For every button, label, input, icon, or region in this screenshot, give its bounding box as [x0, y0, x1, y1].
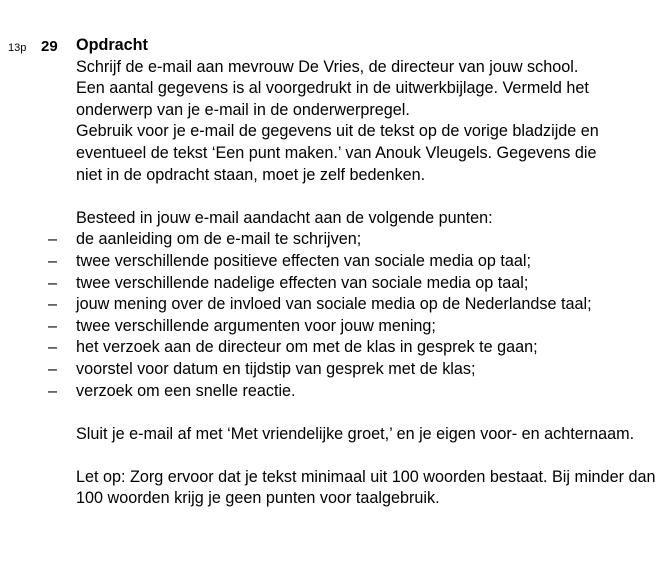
list-item-text: het verzoek aan de directeur om met de klas in gesprek te gaan; — [76, 338, 538, 357]
list-item-text: voorstel voor datum en tijdstip van gesprek met de klas; — [76, 359, 476, 378]
list-item — [48, 273, 668, 295]
list-item — [48, 337, 668, 359]
points-label: 13p — [8, 42, 27, 54]
dash-icon: – — [48, 230, 58, 249]
list-item — [48, 316, 668, 338]
question-title: Opdracht — [76, 36, 148, 54]
attention-heading: Besteed in jouw e-mail aandacht aan de volgende punten: — [76, 208, 493, 227]
question-number: 29 — [41, 38, 58, 55]
list-item — [48, 294, 668, 316]
word-count-note: Let op: Zorg ervoor dat je tekst minimaal uit 100 woorden bestaat. Bij minder dan 100 woorden krijg je geen punten voor taalgebruik. — [76, 467, 656, 508]
list-item — [48, 229, 668, 251]
list-item-text: jouw mening over de invloed van sociale media op de Nederlandse taal; — [76, 295, 592, 314]
list-item — [48, 381, 668, 403]
spacer — [76, 402, 668, 424]
intro-line: Schrijf de e-mail aan mevrouw De Vries, de directeur van jouw school. — [76, 57, 579, 76]
intro-line: niet in de opdracht staan, moet je zelf bedenken. — [76, 165, 426, 184]
dash-icon: – — [48, 381, 58, 400]
list-item-text: de aanleiding om de e-mail te schrijven; — [76, 230, 362, 249]
dash-icon: – — [48, 338, 58, 357]
attention-list — [48, 229, 668, 402]
dash-icon: – — [48, 316, 58, 335]
dash-icon: – — [48, 273, 58, 292]
spacer — [76, 445, 668, 467]
intro-text — [76, 57, 668, 187]
dash-icon: – — [48, 251, 58, 270]
spacer — [76, 186, 668, 208]
intro-line: onderwerp van je e-mail in de onderwerpregel. — [76, 100, 410, 119]
list-item-text: twee verschillende argumenten voor jouw mening; — [76, 316, 436, 335]
list-item-text: verzoek om een snelle reactie. — [76, 381, 296, 400]
dash-icon: – — [48, 295, 58, 314]
list-item — [48, 251, 668, 273]
list-item-text: twee verschillende nadelige effecten van sociale media op taal; — [76, 273, 529, 292]
intro-line: eventueel de tekst ‘Een punt maken.’ van Anouk Vleugels. Gegevens die — [76, 143, 597, 162]
dash-icon: – — [48, 359, 58, 378]
list-item — [48, 359, 668, 381]
list-item-text: twee verschillende positieve effecten van sociale media op taal; — [76, 251, 532, 270]
intro-line: Een aantal gegevens is al voorgedrukt in de uitwerkbijlage. Vermeld het — [76, 79, 589, 98]
closing-instruction: Sluit je e-mail af met ‘Met vriendelijke groet,’ en je eigen voor- en achternaam. — [76, 424, 635, 443]
intro-line: Gebruik voor je e-mail de gegevens uit de tekst op de vorige bladzijde en — [76, 122, 599, 141]
